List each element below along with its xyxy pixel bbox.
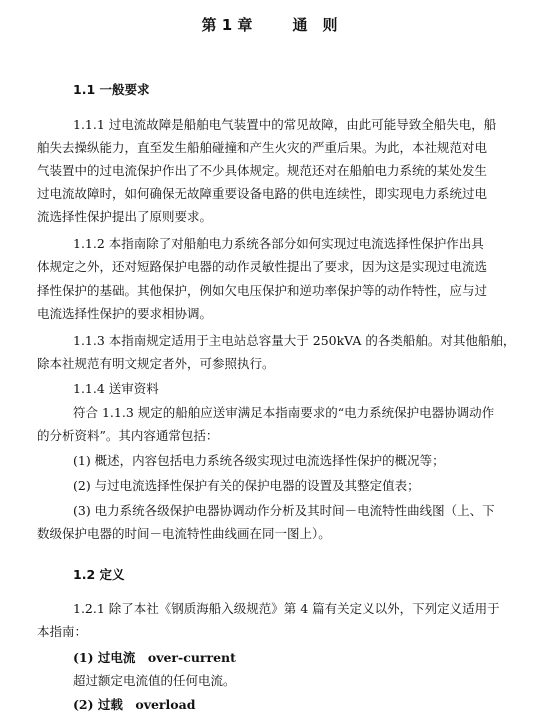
paragraph-line: 1.1.2 本指南除了对船舶电力系统各部分如何实现过电流选择性保护作出具 [73,236,484,251]
section-heading-1-1: 1.1 一般要求 [73,82,150,97]
chapter-title [0,14,539,35]
chapter-name: 通 则 [292,16,338,34]
paragraph-line: 1.1.1 过电流故障是船舶电气装置中的常见故障，由此可能导致全船失电，船 [73,117,497,132]
chapter-number: 第 1 章 [201,16,253,34]
paragraph-line: 择性保护的基础。其他保护，例如欠电压保护和逆功率保护等的动作特性，应与过 [37,283,488,298]
paragraph-line: 流选择性保护提出了原则要求。 [37,209,213,224]
definition-term: (1) 过电流 over-current [73,650,236,665]
definition-text: 超过额定电流值的任何电流。 [73,673,236,688]
paragraph-line: 的分析资料”。其内容通常包括： [37,428,219,443]
definition-term: (2) 过载 overload [73,697,196,712]
paragraph-line: 除本社规范有明文规定者外，可参照执行。 [37,356,275,371]
subsection-heading: 1.1.4 送审资料 [73,381,159,396]
list-item: (1) 概述，内容包括电力系统各级实现过电流选择性保护的概况等； [73,453,445,468]
paragraph-line: 气装置中的过电流保护作出了不少具体规定。规范还对在船舶电力系统的某处发生 [37,163,488,178]
paragraph-line: 符合 1.1.3 规定的船舶应送审满足本指南要求的“电力系统保护电器协调动作 [73,405,495,420]
list-item: (2) 与过电流选择性保护有关的保护电器的设置及其整定值表； [73,478,420,493]
paragraph-line: 过电流故障时，如何确保无故障重要设备电路的供电连续性，即实现电力系统过电 [37,186,488,201]
list-item-continuation: 数级保护电器的时间－电流特性曲线画在同一图上）。 [37,526,331,541]
paragraph-line: 体规定之外，还对短路保护电器的动作灵敏性提出了要求，因为这是实现过电流选 [37,259,488,274]
paragraph-line: 1.1.3 本指南规定适用于主电站总容量大于 250kVA 的各类船舶。对其他船舶， [73,333,516,348]
paragraph-line: 1.2.1 除了本社《钢质海船入级规范》第 4 篇有关定义以外，下列定义适用于 [73,601,500,616]
paragraph-line: 舶失去操纵能力，直至发生船舶碰撞和产生火灾的严重后果。为此，本社规范对电 [37,140,488,155]
section-heading-1-2: 1.2 定义 [73,567,125,582]
list-item: (3) 电力系统各级保护电器协调动作分析及其时间－电流特性曲线图（上、下 [73,503,495,518]
paragraph-line: 电流选择性保护的要求相协调。 [37,306,213,321]
paragraph-line: 本指南： [37,624,88,639]
